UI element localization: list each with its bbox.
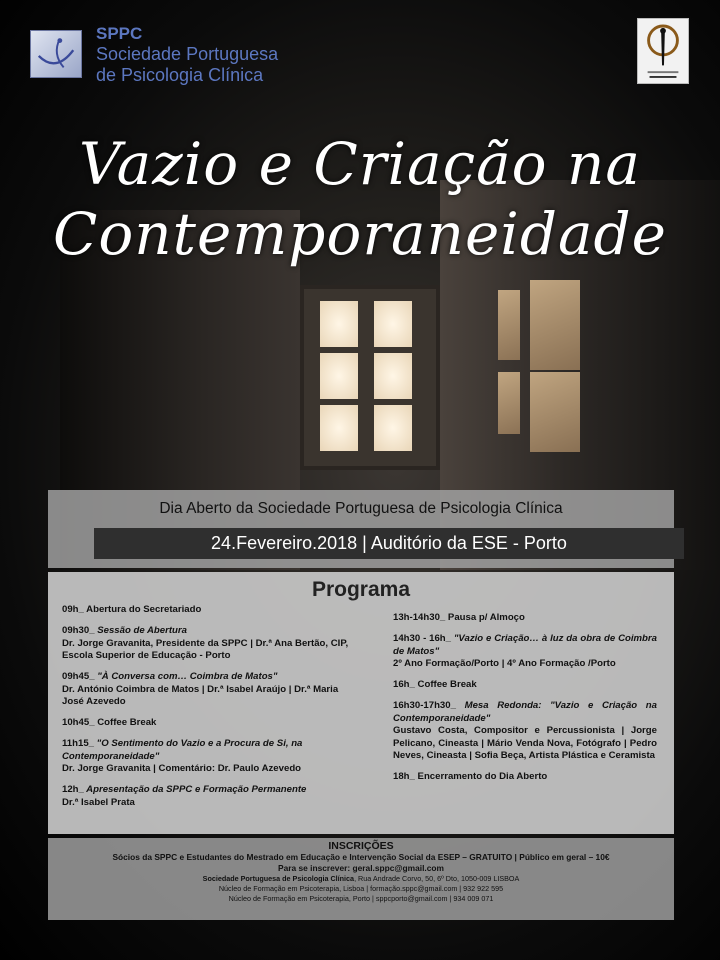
title-line1: Vazio e Criação na (79, 130, 641, 198)
program-item-description: Dr.ª Isabel Prata (62, 796, 135, 808)
program-item (62, 738, 362, 776)
org-name-line1: Sociedade Portuguesa (96, 44, 279, 64)
program-item-time: 14h30 - 16h_ (393, 633, 452, 644)
program-item-time: 09h30_ (62, 625, 95, 636)
event-organizer: Dia Aberto da Sociedade Portuguesa de Psicologia Clínica (159, 500, 563, 517)
program-item-title: "À Conversa com… Coimbra de Matos" (94, 671, 278, 682)
program-item-title: Sessão de Abertura (94, 625, 187, 636)
org-abbreviation: SPPC (96, 24, 143, 43)
program-item-description: 2º Ano Formação/Porto | 4º Ano Formação /Porto (393, 658, 616, 669)
inscriptions-pricing: Sócios da SPPC e Estudantes do Mestrado em Educação e Intervenção Social da ESEP – GRATUITO | Público em geral – 10€ (112, 852, 610, 862)
program-item-heading (393, 771, 657, 784)
program-item-heading (62, 604, 362, 617)
event-banner (48, 490, 674, 568)
light-patch (530, 372, 580, 452)
program-item-time: 09h_ (62, 604, 84, 615)
event-date-place: 24.Fevereiro.2018 | Auditório da ESE - Porto (94, 528, 684, 559)
program-column-right (393, 612, 657, 792)
program-item-time: 12h_ (62, 784, 84, 795)
title-line2: Contemporaneidade (52, 200, 668, 268)
program-item-title: "Vazio e Criação… à luz da obra de Coimbra de Matos" (393, 633, 657, 657)
program-item (393, 700, 657, 763)
address-org: Sociedade Portuguesa de Psicologia Clínica (202, 874, 355, 883)
inscriptions-signup (48, 863, 674, 874)
program-item-heading (62, 738, 362, 763)
program-item (62, 784, 362, 809)
program-item-heading (62, 671, 362, 684)
program-item-title: "O Sentimento do Vazio e a Procura de Si, na Contemporaneidade" (62, 738, 303, 762)
program-item-time: 10h45_ (62, 717, 95, 728)
program-item-time: 09h45_ (62, 671, 95, 682)
program-item (393, 679, 657, 692)
program-item (62, 604, 362, 617)
light-patch (498, 290, 520, 360)
program-item-time: 13h-14h30_ (393, 612, 446, 623)
program-item (393, 771, 657, 784)
program-item (393, 633, 657, 671)
program-item (62, 717, 362, 730)
program-item-time: 11h15_ (62, 738, 95, 749)
program-item-title: Coffee Break (414, 679, 477, 690)
inscriptions-lisbon-contact: Núcleo de Formação em Psicoterapia, Lisboa | formação.sppc@gmail.com | 932 922 595 (218, 884, 504, 893)
inscriptions-section (48, 838, 674, 920)
signup-email[interactable]: geral.sppc@gmail.com (350, 863, 444, 873)
program-item-heading (393, 679, 657, 692)
program-title: Programa (311, 578, 411, 601)
org-name-block (96, 24, 278, 86)
inscriptions-porto-contact: Núcleo de Formação em Psicoterapia, Porto | sppcporto@gmail.com | 934 009 071 (228, 894, 494, 903)
background-window (300, 285, 440, 470)
program-column-left (62, 604, 362, 818)
program-item-heading (62, 717, 362, 730)
program-item-heading (62, 625, 362, 638)
inscriptions-address (48, 874, 674, 884)
program-item-description: Dr. Jorge Gravanita, Presidente da SPPC | Dr.ª Ana Bertão, CIP, Escola Superior de Educação - Porto (62, 637, 349, 661)
program-item-title: Encerramento do Dia Aberto (414, 771, 548, 782)
program-item-time: 16h30-17h30_ (393, 700, 456, 711)
program-item-description: Gustavo Costa, Compositor e Percussionista | Jorge Pelicano, Cineasta | Mário Venda Nova, Fotógrafo | Pedro Neves, Cineasta | Sofia Beça, Artista Plástica e Ceramista (393, 725, 657, 761)
program-item-description: Dr. António Coimbra de Matos | Dr.ª Isabel Araújo | Dr.ª Maria José Azevedo (62, 683, 339, 707)
program-item (62, 625, 362, 663)
program-item-title: Pausa p/ Almoço (445, 612, 525, 623)
program-item (393, 612, 657, 625)
program-item-description: Dr. Jorge Gravanita | Comentário: Dr. Paulo Azevedo (62, 763, 302, 774)
program-item-heading (393, 700, 657, 725)
signup-label: Para se inscrever: (278, 863, 351, 873)
light-patch (530, 280, 580, 370)
program-item-title: Abertura do Secretariado (83, 604, 202, 615)
program-section (48, 572, 674, 834)
sppc-logo (30, 30, 82, 78)
partner-logo (637, 18, 689, 84)
program-item (62, 671, 362, 709)
program-item-heading (393, 612, 657, 625)
light-patch (498, 372, 520, 434)
program-item-time: 18h_ (393, 771, 415, 782)
program-item-heading (62, 784, 362, 797)
program-item-heading (393, 633, 657, 658)
program-item-title: Apresentação da SPPC e Formação Permanente (83, 784, 307, 795)
program-item-title: Mesa Redonda: "Vazio e Criação na Contemporaneidade" (393, 700, 657, 724)
inscriptions-title: INSCRIÇÕES (328, 840, 394, 852)
program-item-title: Coffee Break (94, 717, 157, 728)
org-name-line2: de Psicologia Clínica (96, 65, 264, 85)
address-street: , Rua Andrade Corvo, 50, 6º Dto, 1050-009 LISBOA (354, 874, 520, 883)
program-item-time: 16h_ (393, 679, 415, 690)
